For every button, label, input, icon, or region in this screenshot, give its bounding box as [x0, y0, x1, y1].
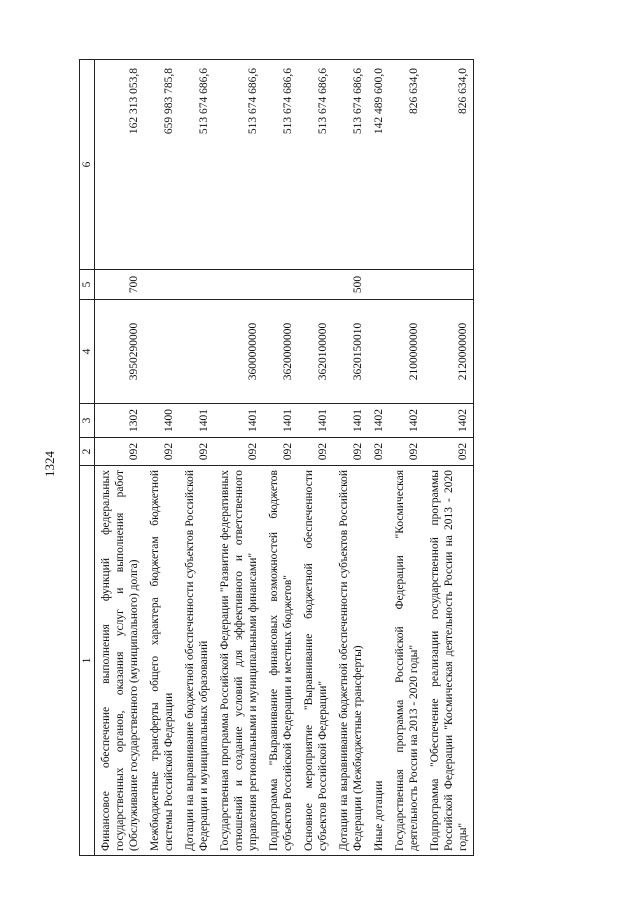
table-row	[95, 60, 145, 856]
expense-type-code	[424, 270, 474, 300]
column-header: 2	[80, 438, 95, 466]
ministry-code: 092	[95, 438, 145, 466]
target-article-code: 3620150010	[333, 300, 368, 404]
column-header: 3	[80, 404, 95, 438]
target-article-code: 3620000000	[263, 300, 298, 404]
row-name: Иные дотации	[368, 466, 389, 856]
target-article-code	[179, 300, 214, 404]
target-article-code: 3620100000	[298, 300, 333, 404]
section-code: 1401	[263, 404, 298, 438]
row-name: Дотации на выравнивание бюджетной обеспеченности субъектов Российской Федерации (Межбюджетные трансферты)	[333, 466, 368, 856]
section-code: 1401	[333, 404, 368, 438]
target-article-code: 3600000000	[214, 300, 263, 404]
expense-type-code	[298, 270, 333, 300]
table-row	[144, 60, 179, 856]
row-name: Межбюджетные трансферты общего характера бюджетам бюджетной системы Российской Федерации	[144, 466, 179, 856]
section-code: 1401	[298, 404, 333, 438]
section-code: 1401	[179, 404, 214, 438]
budget-table	[79, 59, 474, 856]
table-row	[263, 60, 298, 856]
table-row	[368, 60, 389, 856]
amount: 142 489 600,0	[368, 60, 389, 270]
expense-type-code	[214, 270, 263, 300]
target-article-code: 2100000000	[389, 300, 424, 404]
section-code: 1402	[389, 404, 424, 438]
row-name: Подпрограмма "Обеспечение реализации государственной программы Российской Федерации "Космическая деятельность России на 2013 - 2020 годы"	[424, 466, 474, 856]
ministry-code: 092	[424, 438, 474, 466]
target-article-code	[368, 300, 389, 404]
amount: 659 983 785,8	[144, 60, 179, 270]
ministry-code: 092	[298, 438, 333, 466]
amount: 513 674 686,6	[179, 60, 214, 270]
column-header: 5	[80, 270, 95, 300]
ministry-code: 092	[144, 438, 179, 466]
amount: 513 674 686,6	[333, 60, 368, 270]
expense-type-code	[389, 270, 424, 300]
expense-type-code: 500	[333, 270, 368, 300]
column-header: 4	[80, 300, 95, 404]
ministry-code: 092	[333, 438, 368, 466]
amount: 513 674 686,6	[298, 60, 333, 270]
row-name: Дотации на выравнивание бюджетной обеспеченности субъектов Российской Федерации и муниципальных образований	[179, 466, 214, 856]
row-name: Основное мероприятие "Выравнивание бюджетной обеспеченности субъектов Российской Федерации"	[298, 466, 333, 856]
budget-table-sheet	[79, 60, 613, 856]
table-row	[389, 60, 424, 856]
amount: 162 313 053,8	[95, 60, 145, 270]
target-article-code: 2120000000	[424, 300, 474, 404]
row-name: Государственная программа Российской Федерации "Развитие федеративных отношений и создание условий для эффективного и ответственного управления региональными и муниципальными финансами"	[214, 466, 263, 856]
section-code: 1402	[368, 404, 389, 438]
expense-type-code: 700	[95, 270, 145, 300]
page-number: 1324	[42, 451, 57, 477]
expense-type-code	[368, 270, 389, 300]
section-code: 1401	[214, 404, 263, 438]
ministry-code: 092	[368, 438, 389, 466]
table-row	[298, 60, 333, 856]
amount: 513 674 686,6	[263, 60, 298, 270]
row-name: Подпрограмма "Выравнивание финансовых возможностей бюджетов субъектов Российской Федерации и местных бюджетов"	[263, 466, 298, 856]
table-row	[214, 60, 263, 856]
section-code: 1302	[95, 404, 145, 438]
target-article-code: 3950290000	[95, 300, 145, 404]
amount: 513 674 686,6	[214, 60, 263, 270]
amount: 826 634,0	[424, 60, 474, 270]
row-name: Государственная программа Российской Федерации "Космическая деятельность России на 2013 - 2020 годы"	[389, 466, 424, 856]
ministry-code: 092	[214, 438, 263, 466]
amount: 826 634,0	[389, 60, 424, 270]
table-row	[424, 60, 474, 856]
ministry-code: 092	[263, 438, 298, 466]
ministry-code: 092	[179, 438, 214, 466]
table-row	[333, 60, 368, 856]
expense-type-code	[179, 270, 214, 300]
expense-type-code	[263, 270, 298, 300]
target-article-code	[144, 300, 179, 404]
column-header: 6	[80, 60, 95, 270]
table-row	[179, 60, 214, 856]
row-name: Финансовое обеспечение выполнения функций федеральных государственных органов, оказания услуг и выполнения работ (Обслуживание государственного (муниципального) долга)	[95, 466, 145, 856]
section-code: 1400	[144, 404, 179, 438]
table-header-row	[80, 60, 95, 856]
expense-type-code	[144, 270, 179, 300]
ministry-code: 092	[389, 438, 424, 466]
column-header: 1	[80, 466, 95, 856]
section-code: 1402	[424, 404, 474, 438]
